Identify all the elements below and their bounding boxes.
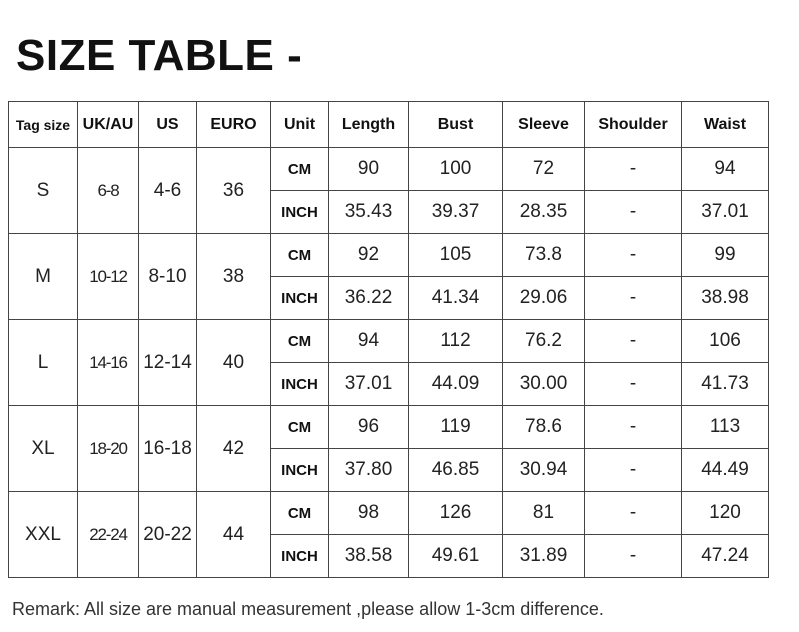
euro-cell: 38 [197, 234, 271, 320]
sleeve-cell: 28.35 [503, 191, 585, 234]
length-cell: 90 [329, 148, 409, 191]
unit-cell: INCH [271, 449, 329, 492]
sleeve-cell: 76.2 [503, 320, 585, 363]
header-length: Length [329, 102, 409, 148]
waist-cell: 44.49 [682, 449, 769, 492]
table-row-cm [9, 234, 769, 277]
length-cell: 37.01 [329, 363, 409, 406]
bust-cell: 39.37 [409, 191, 503, 234]
page-title: SIZE TABLE - [16, 31, 303, 80]
euro-cell: 40 [197, 320, 271, 406]
uk-au-cell: 10-12 [78, 234, 139, 320]
tag-size-cell: L [9, 320, 78, 406]
unit-cell: CM [271, 406, 329, 449]
tag-size-cell: XXL [9, 492, 78, 578]
shoulder-cell: - [585, 492, 682, 535]
us-cell: 20-22 [139, 492, 197, 578]
table-row-cm [9, 320, 769, 363]
length-cell: 92 [329, 234, 409, 277]
unit-cell: INCH [271, 277, 329, 320]
shoulder-cell: - [585, 234, 682, 277]
waist-cell: 106 [682, 320, 769, 363]
waist-cell: 47.24 [682, 535, 769, 578]
shoulder-cell: - [585, 449, 682, 492]
sleeve-cell: 30.94 [503, 449, 585, 492]
bust-cell: 119 [409, 406, 503, 449]
bust-cell: 41.34 [409, 277, 503, 320]
header-shoulder: Shoulder [585, 102, 682, 148]
bust-cell: 112 [409, 320, 503, 363]
us-cell: 4-6 [139, 148, 197, 234]
shoulder-cell: - [585, 277, 682, 320]
bust-cell: 126 [409, 492, 503, 535]
waist-cell: 94 [682, 148, 769, 191]
sleeve-cell: 72 [503, 148, 585, 191]
bust-cell: 105 [409, 234, 503, 277]
sleeve-cell: 78.6 [503, 406, 585, 449]
sleeve-cell: 30.00 [503, 363, 585, 406]
header-uk-au: UK/AU [78, 102, 139, 148]
euro-cell: 42 [197, 406, 271, 492]
shoulder-cell: - [585, 191, 682, 234]
table-row-cm [9, 406, 769, 449]
tag-size-cell: M [9, 234, 78, 320]
us-cell: 16-18 [139, 406, 197, 492]
header-euro: EURO [197, 102, 271, 148]
euro-cell: 36 [197, 148, 271, 234]
bust-cell: 44.09 [409, 363, 503, 406]
header-bust: Bust [409, 102, 503, 148]
sleeve-cell: 29.06 [503, 277, 585, 320]
waist-cell: 41.73 [682, 363, 769, 406]
header-waist: Waist [682, 102, 769, 148]
tag-size-cell: XL [9, 406, 78, 492]
shoulder-cell: - [585, 148, 682, 191]
length-cell: 96 [329, 406, 409, 449]
unit-cell: INCH [271, 363, 329, 406]
unit-cell: CM [271, 148, 329, 191]
us-cell: 8-10 [139, 234, 197, 320]
waist-cell: 37.01 [682, 191, 769, 234]
unit-cell: INCH [271, 191, 329, 234]
sleeve-cell: 73.8 [503, 234, 585, 277]
waist-cell: 38.98 [682, 277, 769, 320]
waist-cell: 99 [682, 234, 769, 277]
length-cell: 98 [329, 492, 409, 535]
uk-au-cell: 18-20 [78, 406, 139, 492]
length-cell: 36.22 [329, 277, 409, 320]
shoulder-cell: - [585, 406, 682, 449]
table-row-cm [9, 492, 769, 535]
header-tag-size: Tag size [9, 102, 78, 148]
uk-au-cell: 6-8 [78, 148, 139, 234]
header-sleeve: Sleeve [503, 102, 585, 148]
uk-au-cell: 22-24 [78, 492, 139, 578]
sleeve-cell: 31.89 [503, 535, 585, 578]
table-header-row [9, 102, 769, 148]
shoulder-cell: - [585, 320, 682, 363]
table-row-cm [9, 148, 769, 191]
tag-size-cell: S [9, 148, 78, 234]
bust-cell: 100 [409, 148, 503, 191]
unit-cell: CM [271, 234, 329, 277]
shoulder-cell: - [585, 363, 682, 406]
header-us: US [139, 102, 197, 148]
length-cell: 38.58 [329, 535, 409, 578]
shoulder-cell: - [585, 535, 682, 578]
length-cell: 37.80 [329, 449, 409, 492]
unit-cell: CM [271, 492, 329, 535]
length-cell: 94 [329, 320, 409, 363]
waist-cell: 113 [682, 406, 769, 449]
uk-au-cell: 14-16 [78, 320, 139, 406]
euro-cell: 44 [197, 492, 271, 578]
sleeve-cell: 81 [503, 492, 585, 535]
waist-cell: 120 [682, 492, 769, 535]
header-unit: Unit [271, 102, 329, 148]
unit-cell: CM [271, 320, 329, 363]
bust-cell: 49.61 [409, 535, 503, 578]
length-cell: 35.43 [329, 191, 409, 234]
us-cell: 12-14 [139, 320, 197, 406]
bust-cell: 46.85 [409, 449, 503, 492]
unit-cell: INCH [271, 535, 329, 578]
remark-text: Remark: All size are manual measurement ,please allow 1-3cm difference. [12, 599, 604, 619]
size-table [8, 101, 769, 578]
